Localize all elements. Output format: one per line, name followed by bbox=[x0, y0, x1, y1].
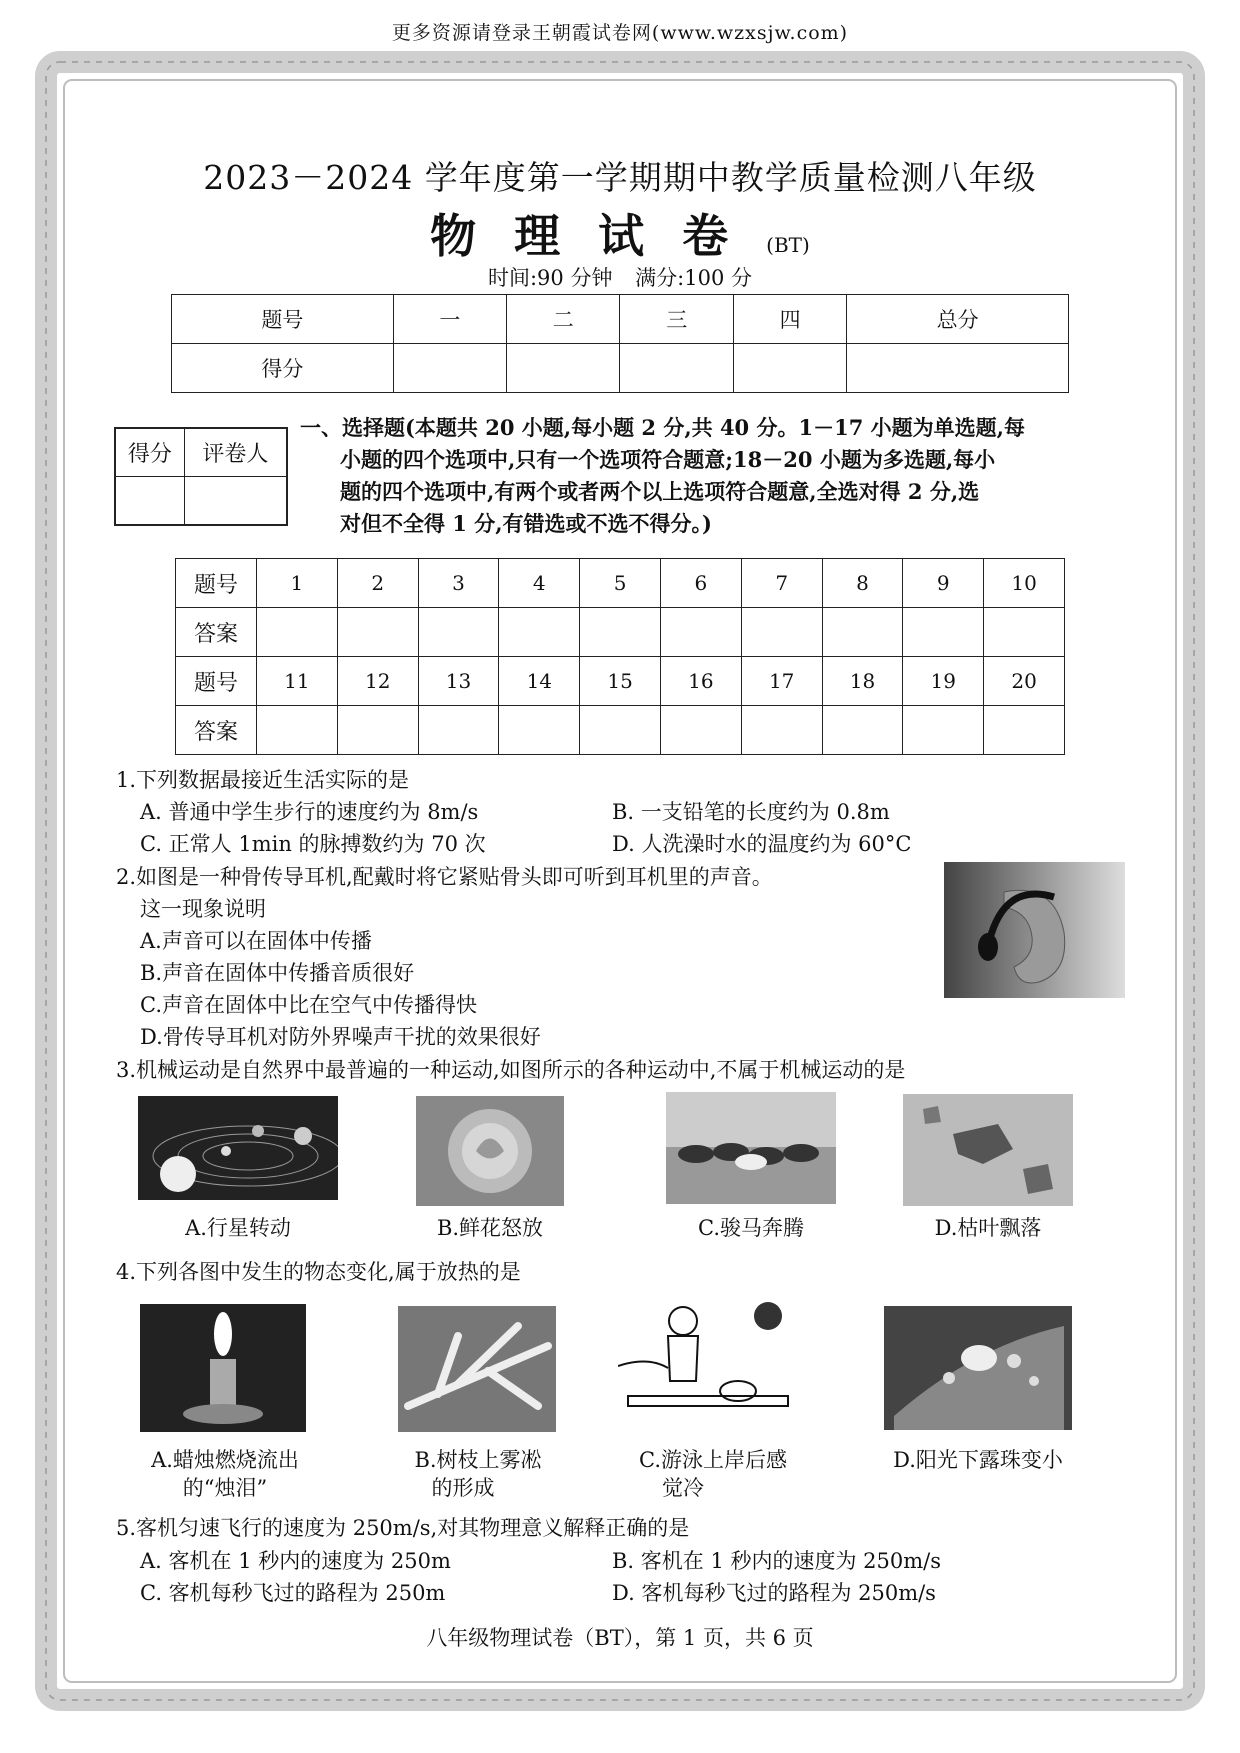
exam-title-main bbox=[0, 200, 1240, 266]
q4-caption-b: B.树枝上雾凇 bbox=[414, 1448, 542, 1472]
q1-option-a: A. 普通中学生步行的速度约为 8m/s bbox=[140, 800, 479, 824]
q5-option-d: D. 客机每秒飞过的路程为 250m/s bbox=[612, 1581, 936, 1605]
q1-option-c: C. 正常人 1min 的脉搏数约为 70 次 bbox=[140, 832, 486, 856]
answer-table-qnum: 11 bbox=[257, 657, 338, 706]
answer-table-qnum-label: 题号 bbox=[176, 559, 257, 608]
score-header-cell: 总分 bbox=[847, 295, 1069, 344]
score-input-cell[interactable] bbox=[507, 344, 620, 393]
page-footer: 八年级物理试卷（BT），第 1 页，共 6 页 bbox=[426, 1626, 814, 1650]
q2-option-b: B.声音在固体中传播音质很好 bbox=[140, 961, 415, 985]
instruction-line: 对但不全得 1 分,有错选或不选不得分。) bbox=[340, 511, 712, 536]
answer-cell[interactable] bbox=[984, 706, 1065, 755]
answer-table-qnum: 3 bbox=[418, 559, 499, 608]
q2-stem: 2.如图是一种骨传导耳机,配戴时将它紧贴骨头即可听到耳机里的声音。 bbox=[116, 865, 773, 889]
q4-caption-a: A.蜡烛燃烧流出 bbox=[151, 1448, 299, 1472]
q4-caption-a-cont: 的“烛泪” bbox=[182, 1476, 268, 1500]
instruction-line: 一、选择题(本题共 20 小题,每小题 2 分,共 40 分。1－17 小题为单选题,每 bbox=[300, 415, 1025, 440]
q5-option-a: A. 客机在 1 秒内的速度为 250m bbox=[140, 1549, 451, 1573]
answer-cell[interactable] bbox=[580, 706, 661, 755]
score-input-cell[interactable] bbox=[620, 344, 733, 393]
q2-option-c: C.声音在固体中比在空气中传播得快 bbox=[140, 993, 477, 1017]
answer-table-qnum: 7 bbox=[741, 559, 822, 608]
answer-table-answer-label: 答案 bbox=[176, 706, 257, 755]
q3-caption-b: B.鲜花怒放 bbox=[436, 1216, 544, 1240]
q1-option-b: B. 一支铅笔的长度约为 0.8m bbox=[612, 800, 890, 824]
exam-full-score: 满分:100 分 bbox=[635, 266, 752, 290]
q1-stem: 1.下列数据最接近生活实际的是 bbox=[116, 768, 410, 792]
q4-caption-c: C.游泳上岸后感 bbox=[639, 1448, 787, 1472]
q5-option-c: C. 客机每秒飞过的路程为 250m bbox=[140, 1581, 446, 1605]
flower-image bbox=[416, 1096, 564, 1206]
answer-table-qnum: 14 bbox=[499, 657, 580, 706]
section1-instructions bbox=[300, 412, 1118, 540]
bone-conduction-earphone-image bbox=[944, 862, 1125, 998]
answer-table-qnum: 20 bbox=[984, 657, 1065, 706]
answer-table-answer-label: 答案 bbox=[176, 608, 257, 657]
answer-table-qnum: 4 bbox=[499, 559, 580, 608]
planets-image bbox=[138, 1096, 338, 1200]
answer-cell[interactable] bbox=[741, 706, 822, 755]
answer-table-qnum: 17 bbox=[741, 657, 822, 706]
score-header-cell: 四 bbox=[733, 295, 846, 344]
dewdrop-image bbox=[884, 1306, 1072, 1430]
answer-cell[interactable] bbox=[418, 706, 499, 755]
instruction-line: 小题的四个选项中,只有一个选项符合题意;18－20 小题为多选题,每小 bbox=[340, 447, 996, 472]
score-row-label: 得分 bbox=[172, 344, 394, 393]
q4-caption-d: D.阳光下露珠变小 bbox=[893, 1448, 1063, 1472]
score-header-cell: 题号 bbox=[172, 295, 394, 344]
answer-table-qnum: 1 bbox=[257, 559, 338, 608]
answer-table-qnum: 13 bbox=[418, 657, 499, 706]
answer-cell[interactable] bbox=[822, 706, 903, 755]
answer-table-qnum: 16 bbox=[660, 657, 741, 706]
subject-title: 物理试卷 bbox=[430, 209, 767, 263]
horses-image bbox=[666, 1092, 836, 1204]
instruction-line: 题的四个选项中,有两个或者两个以上选项符合题意,全选对得 2 分,选 bbox=[340, 479, 980, 504]
answer-cell[interactable] bbox=[984, 608, 1065, 657]
q3-caption-c: C.骏马奔腾 bbox=[698, 1216, 804, 1240]
exam-time: 时间:90 分钟 bbox=[487, 266, 613, 290]
grader-name-cell[interactable] bbox=[184, 477, 287, 526]
answer-cell[interactable] bbox=[337, 706, 418, 755]
answer-table-qnum: 2 bbox=[337, 559, 418, 608]
answer-table-qnum: 5 bbox=[580, 559, 661, 608]
edition-tag: (BT) bbox=[766, 233, 810, 257]
answer-cell[interactable] bbox=[903, 706, 984, 755]
answer-cell[interactable] bbox=[660, 608, 741, 657]
q1-option-d: D. 人洗澡时水的温度约为 60°C bbox=[612, 832, 912, 856]
answer-cell[interactable] bbox=[741, 608, 822, 657]
q3-stem: 3.机械运动是自然界中最普遍的一种运动,如图所示的各种运动中,不属于机械运动的是 bbox=[116, 1058, 906, 1082]
q3-caption-d: D.枯叶飘落 bbox=[934, 1216, 1042, 1240]
q5-option-b: B. 客机在 1 秒内的速度为 250m/s bbox=[612, 1549, 942, 1573]
exam-meta bbox=[0, 262, 1240, 292]
answer-cell[interactable] bbox=[418, 608, 499, 657]
score-table bbox=[171, 294, 1069, 393]
answer-cell[interactable] bbox=[903, 608, 984, 657]
q2-option-a: A.声音可以在固体中传播 bbox=[140, 929, 372, 953]
q4-caption-c-cont: 觉冷 bbox=[662, 1476, 704, 1500]
score-input-cell[interactable] bbox=[733, 344, 846, 393]
score-input-cell[interactable] bbox=[847, 344, 1069, 393]
answer-cell[interactable] bbox=[499, 706, 580, 755]
answer-cell[interactable] bbox=[257, 706, 338, 755]
answer-table-qnum: 8 bbox=[822, 559, 903, 608]
q2-stem-cont: 这一现象说明 bbox=[140, 897, 266, 921]
answer-cell[interactable] bbox=[822, 608, 903, 657]
answer-table-qnum: 10 bbox=[984, 559, 1065, 608]
answer-table-qnum: 19 bbox=[903, 657, 984, 706]
answer-cell[interactable] bbox=[257, 608, 338, 657]
swimmer-cartoon-image bbox=[618, 1296, 794, 1432]
answer-cell[interactable] bbox=[499, 608, 580, 657]
grader-box bbox=[114, 427, 288, 526]
answer-table-qnum: 9 bbox=[903, 559, 984, 608]
answer-table-qnum: 18 bbox=[822, 657, 903, 706]
grader-name-label: 评卷人 bbox=[184, 428, 287, 477]
grader-score-label: 得分 bbox=[115, 428, 184, 477]
score-header-cell: 二 bbox=[507, 295, 620, 344]
answer-cell[interactable] bbox=[580, 608, 661, 657]
candle-image bbox=[140, 1304, 306, 1432]
q3-caption-a: A.行星转动 bbox=[185, 1216, 291, 1240]
score-header-cell: 一 bbox=[393, 295, 506, 344]
answer-table-qnum-label: 题号 bbox=[176, 657, 257, 706]
falling-leaves-image bbox=[903, 1094, 1073, 1206]
answer-cell[interactable] bbox=[660, 706, 741, 755]
q4-caption-b-cont: 的形成 bbox=[431, 1476, 495, 1500]
exam-title-line1: 2023－2024 学年度第一学期期中教学质量检测八年级 bbox=[203, 158, 1037, 197]
site-header: 更多资源请登录王朝霞试卷网(www.wzxsjw.com) bbox=[391, 22, 849, 44]
q4-stem: 4.下列各图中发生的物态变化,属于放热的是 bbox=[116, 1260, 521, 1284]
rime-branch-image bbox=[398, 1306, 556, 1432]
answer-table-qnum: 6 bbox=[660, 559, 741, 608]
answer-table-qnum: 12 bbox=[337, 657, 418, 706]
score-input-cell[interactable] bbox=[393, 344, 506, 393]
grader-score-cell[interactable] bbox=[115, 477, 184, 526]
answer-table bbox=[175, 558, 1065, 755]
answer-table-qnum: 15 bbox=[580, 657, 661, 706]
q2-option-d: D.骨传导耳机对防外界噪声干扰的效果很好 bbox=[140, 1025, 541, 1049]
score-header-cell: 三 bbox=[620, 295, 733, 344]
answer-cell[interactable] bbox=[337, 608, 418, 657]
q5-stem: 5.客机匀速飞行的速度为 250m/s,对其物理意义解释正确的是 bbox=[116, 1516, 690, 1540]
